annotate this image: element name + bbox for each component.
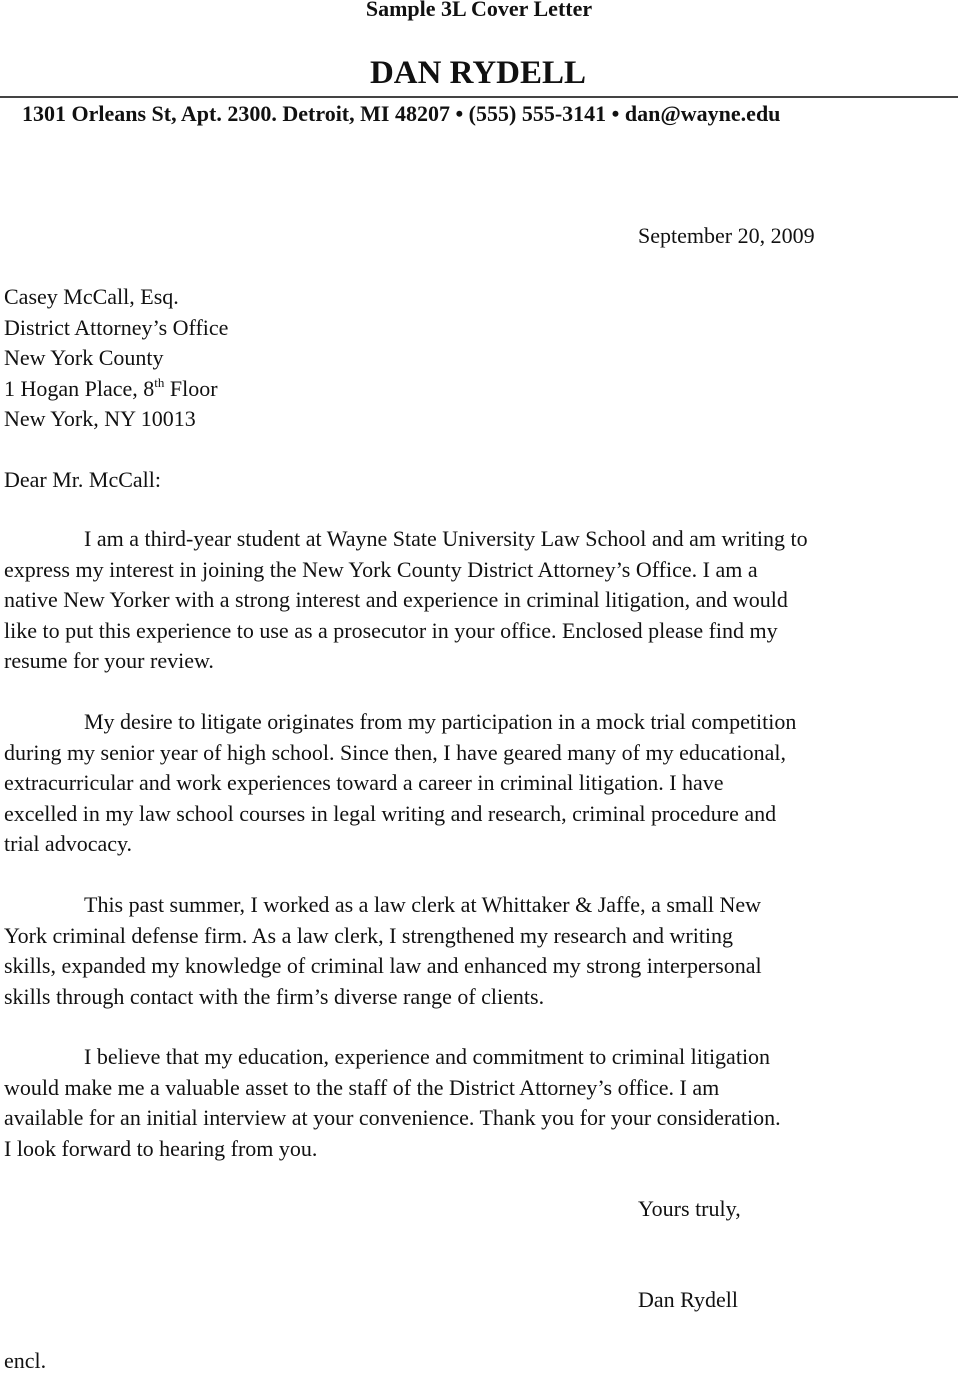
paragraph-line: resume for your review. — [4, 648, 214, 674]
paragraph-line: I am a third-year student at Wayne State University Law School and am writing to — [84, 526, 808, 551]
paragraph-line: during my senior year of high school. Since then, I have geared many of my educational, — [4, 739, 786, 765]
paragraph-line: skills through contact with the firm’s diverse range of clients. — [4, 983, 545, 1009]
signature-name: Dan Rydell — [638, 1287, 738, 1312]
body-paragraph-3 — [4, 890, 960, 1012]
letterhead-phone: (555) 555-3141 — [468, 101, 607, 126]
body-paragraph-2 — [4, 707, 960, 860]
recipient-street-superscript: th — [154, 374, 165, 390]
recipient-address-block — [4, 282, 228, 435]
letterhead-email: dan@wayne.edu — [624, 101, 781, 126]
paragraph-line: I believe that my education, experience and commitment to criminal litigation — [84, 1044, 771, 1069]
body-paragraph-1 — [4, 524, 960, 677]
paragraph-line: This past summer, I worked as a law clerk at Whittaker & Jaffe, a small New — [84, 892, 762, 917]
paragraph-line: available for an initial interview at your convenience. Thank you for your consideration. — [4, 1105, 781, 1131]
document-title: Sample 3L Cover Letter — [365, 0, 593, 21]
paragraph-line: like to put this experience to use as a prosecutor in your office. Enclosed please find my — [4, 617, 778, 643]
paragraph-line: York criminal defense firm. As a law clerk, I strengthened my research and writing — [4, 922, 734, 948]
recipient-street-suffix: Floor — [164, 375, 218, 401]
letterhead-address: 1301 Orleans St, Apt. 2300. Detroit, MI 48207 — [22, 101, 450, 126]
paragraph-line: excelled in my law school courses in legal writing and research, criminal procedure and — [4, 800, 777, 826]
bullet-separator-icon: • — [455, 101, 464, 126]
letterhead-divider — [0, 96, 958, 98]
letter-date: September 20, 2009 — [638, 223, 815, 248]
paragraph-line: extracurricular and work experiences toward a career in criminal litigation. I have — [4, 770, 724, 796]
complimentary-closing: Yours truly, — [638, 1196, 741, 1221]
paragraph-line: My desire to litigate originates from my participation in a mock trial competition — [84, 709, 797, 734]
recipient-street — [4, 374, 228, 405]
enclosure-notation: encl. — [4, 1348, 47, 1373]
paragraph-line: I look forward to hearing from you. — [4, 1135, 318, 1161]
body-paragraph-4 — [4, 1042, 960, 1164]
paragraph-line: trial advocacy. — [4, 831, 133, 857]
recipient-street-prefix: 1 Hogan Place, 8 — [4, 375, 155, 401]
letterhead-name: DAN RYDELL — [369, 55, 587, 91]
paragraph-line: would make me a valuable asset to the staff of the District Attorney’s office. I am — [4, 1074, 720, 1100]
recipient-county: New York County — [4, 345, 164, 371]
paragraph-line: native New Yorker with a strong interest and experience in criminal litigation, and would — [4, 587, 788, 613]
bullet-separator-icon: • — [611, 101, 620, 126]
salutation: Dear Mr. McCall: — [4, 467, 162, 492]
paragraph-line: express my interest in joining the New York County District Attorney’s Office. I am a — [4, 556, 758, 582]
recipient-name: Casey McCall, Esq. — [4, 284, 179, 309]
paragraph-line: skills, expanded my knowledge of criminal law and enhanced my strong interpersonal — [4, 953, 762, 979]
recipient-office: District Attorney’s Office — [4, 314, 229, 340]
letterhead-contact-line — [22, 99, 780, 129]
recipient-city-state-zip: New York, NY 10013 — [4, 406, 196, 432]
